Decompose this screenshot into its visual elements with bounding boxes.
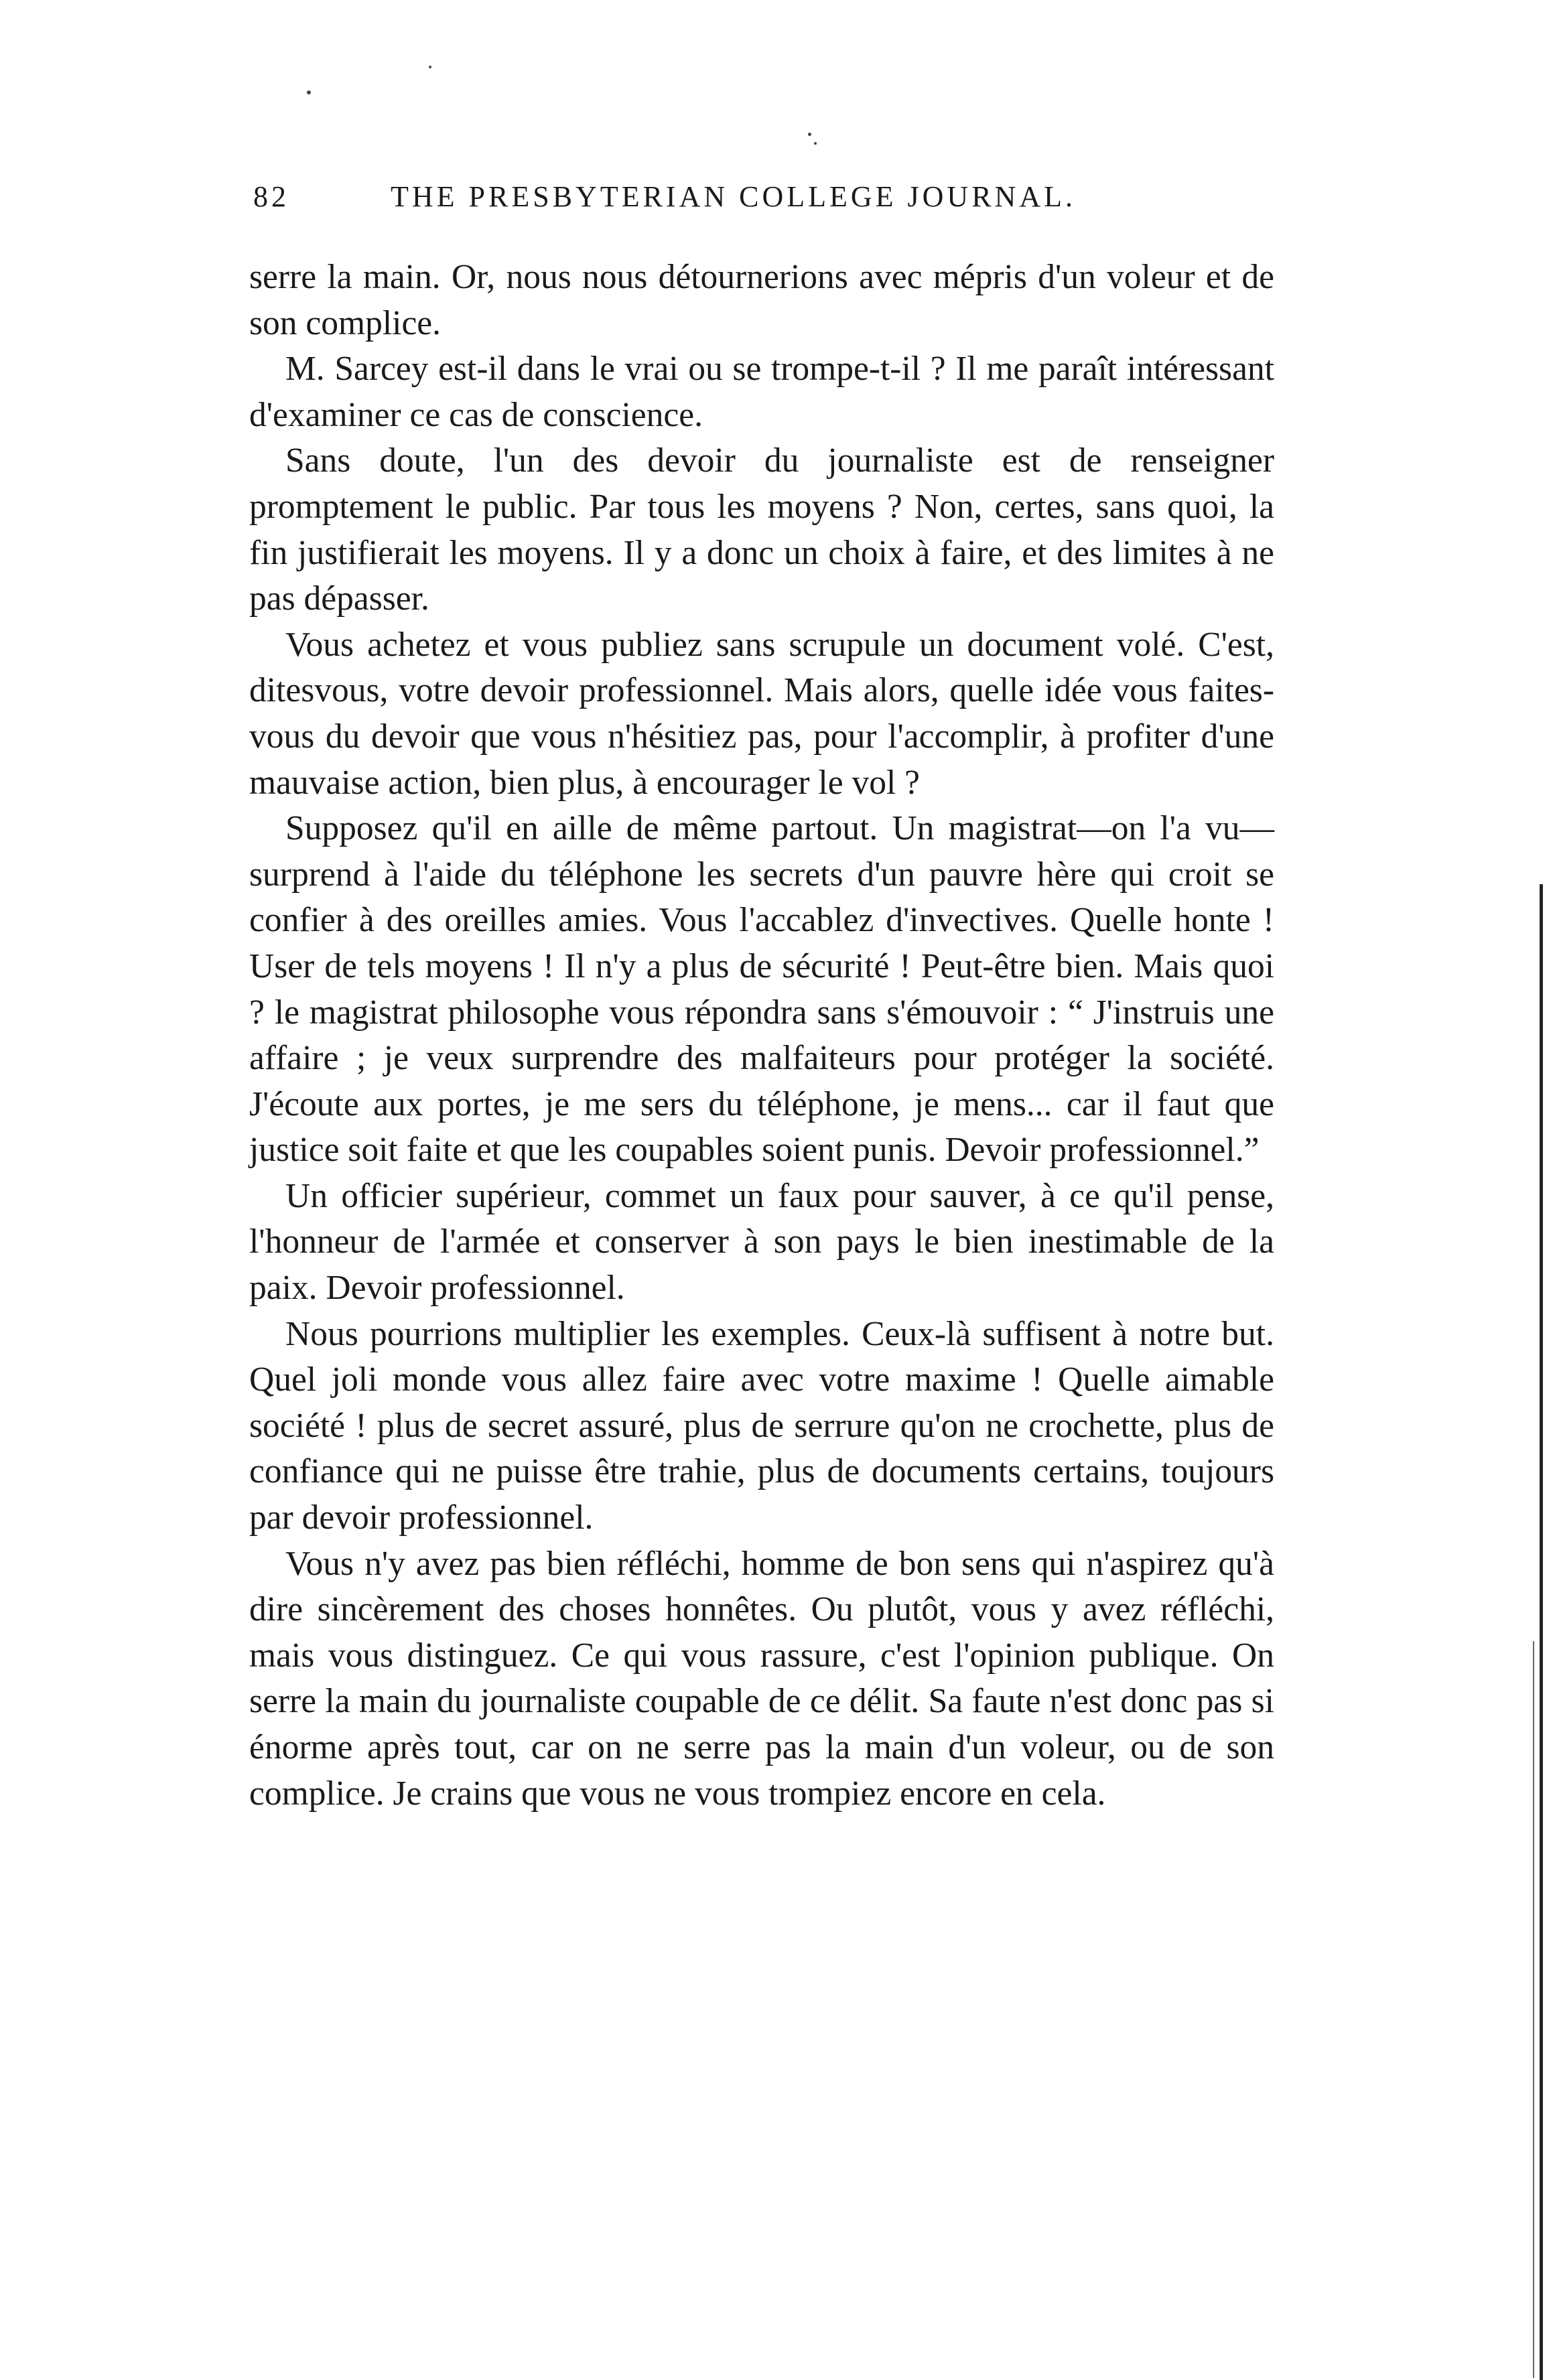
paragraph: Un officier supérieur, commet un faux pour sauver, à ce qu'il pense, l'honneur de l'armée et conserver à son pays le bien inestimable de la paix. Devoir professionnel. [249, 1176, 1274, 1308]
scan-speck [429, 66, 431, 68]
page-number: 82 [253, 180, 289, 213]
running-title: THE PRESBYTERIAN COLLEGE JOURNAL. [391, 180, 1076, 213]
page-edge-shadow [1540, 884, 1543, 2380]
paragraph: Supposez qu'il en aille de même partout. Un magistrat—on l'a vu—surprend à l'aide du téléphone les secrets d'un pauvre hère qui croit se confier à des oreilles amies. Vous l'accablez d'invectives. Quelle honte ! User de tels moyens ! Il n'y a plus de sécurité ! Peut-être bien. Mais quoi ? le magistrat philosophe vous répondra sans s'émouvoir : “ J'instruis une affaire ; je veux surprendre des malfaiteurs pour protéger la société. J'écoute aux portes, je me sers du téléphone, je mens... car il faut que justice soit faite et que les coupables soient punis. Devoir professionnel.” [249, 809, 1274, 1170]
body-text [249, 255, 1274, 1817]
paragraph: Nous pourrions multiplier les exemples. Ceux-là suffisent à notre but. Quel joli monde vous allez faire avec votre maxime ! Quelle aimable société ! plus de secret assuré, plus de serrure qu'on ne crochette, plus de confiance qui ne puisse être trahie, plus de documents certains, toujours par devoir professionnel. [249, 1314, 1274, 1537]
page-header [253, 180, 1144, 226]
paragraph: Vous achetez et vous publiez sans scrupule un document volé. C'est, ditesvous, votre devoir professionnel. Mais alors, quelle idée vous faites-vous du devoir que vous n'hésitiez pas, pour l'accomplir, à profiter d'une mauvaise action, bien plus, à encourager le vol ? [249, 625, 1274, 802]
paragraph: Vous n'y avez pas bien réfléchi, homme de bon sens qui n'aspirez qu'à dire sincèrement des choses honnêtes. Ou plutôt, vous y avez réfléchi, mais vous distinguez. Ce qui vous rassure, c'est l'opinion publique. On serre la main du journaliste coupable de ce délit. Sa faute n'est donc pas si énorme après tout, car on ne serre pas la main d'un voleur, ou de son complice. Je crains que vous ne vous trompiez encore en cela. [249, 1544, 1274, 1813]
page-edge-shadow [1533, 1641, 1534, 2378]
scan-speck [307, 90, 311, 94]
paragraph: Sans doute, l'un des devoir du journaliste est de renseigner promptement le public. Par tous les moyens ? Non, certes, sans quoi, la fin justifierait les moyens. Il y a donc un choix à faire, et des limites à ne pas dépasser. [249, 441, 1274, 618]
paragraph: serre la main. Or, nous nous détournerions avec mépris d'un voleur et de son complice. [249, 258, 1274, 342]
scan-speck [808, 133, 811, 136]
paragraph: M. Sarcey est-il dans le vrai ou se trompe-t-il ? Il me paraît intéressant d'examiner ce cas de conscience. [249, 350, 1274, 434]
scan-speck [814, 142, 817, 145]
